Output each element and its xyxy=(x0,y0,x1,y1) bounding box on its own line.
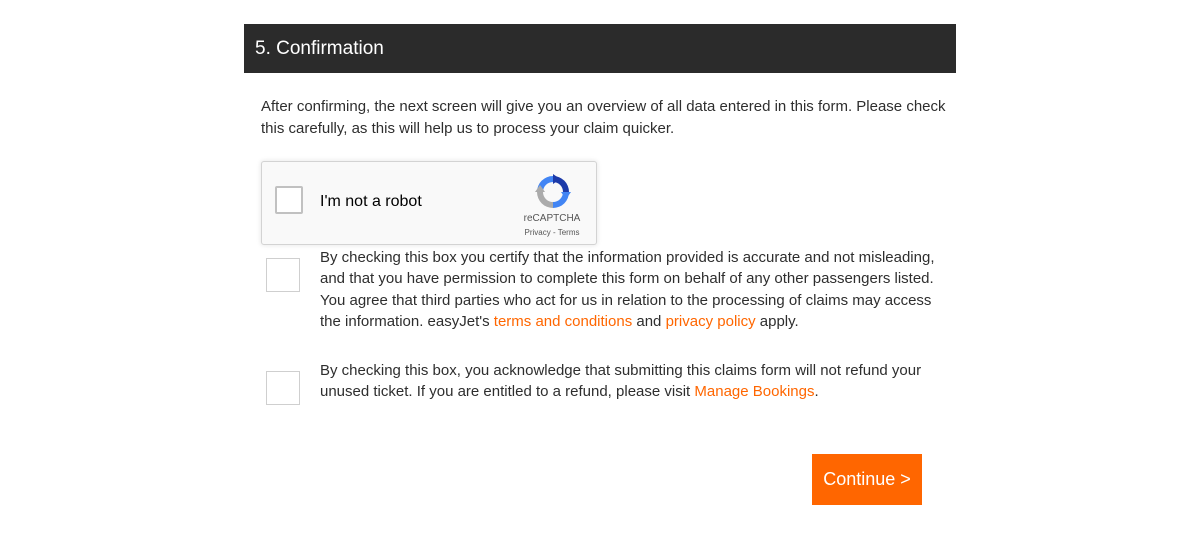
terms-and-conditions-link[interactable]: terms and conditions xyxy=(493,312,633,330)
consent-certify-text xyxy=(320,247,950,332)
consent-certify-checkbox[interactable] xyxy=(266,258,300,292)
consent-refund-text-after: . xyxy=(814,383,819,401)
consent-certify-text-middle: and xyxy=(632,312,666,330)
manage-bookings-link[interactable]: Manage Bookings xyxy=(694,383,815,401)
recaptcha-label: I'm not a robot xyxy=(320,193,422,210)
recaptcha-brand: reCAPTCHA xyxy=(523,213,581,224)
recaptcha-links xyxy=(508,228,596,237)
recaptcha-links-separator: - xyxy=(550,228,558,237)
intro-text: After confirming, the next screen will give you an overview of all data entered in this form. Please check this carefully, as this will help us to process your claim quicker. xyxy=(261,98,946,137)
consent-refund-checkbox[interactable] xyxy=(266,371,300,405)
recaptcha-terms-link[interactable]: Terms xyxy=(557,228,580,237)
privacy-policy-link[interactable]: privacy policy xyxy=(665,312,756,330)
continue-button[interactable]: Continue > xyxy=(812,454,922,505)
section-title: 5. Confirmation xyxy=(255,38,384,59)
consent-certify-text-before: By checking this box you certify that the information provided is accurate and not misleading, and that you have permission to complete this form on behalf of any other passengers listed. You agree that third parties who act for us in relation to the processing of claims may access the information. easyJet's xyxy=(320,249,935,330)
consent-refund-text xyxy=(320,360,950,403)
consent-refund-text-before: By checking this box, you acknowledge that submitting this claims form will not refund your unused ticket. If you are entitled to a refund, please visit xyxy=(320,362,922,401)
consent-certify-text-after: apply. xyxy=(755,312,799,330)
recaptcha-logo-icon xyxy=(533,172,573,212)
recaptcha-widget xyxy=(261,161,597,245)
recaptcha-privacy-link[interactable]: Privacy xyxy=(524,228,551,237)
section-header xyxy=(244,24,956,73)
recaptcha-checkbox[interactable] xyxy=(275,186,303,214)
